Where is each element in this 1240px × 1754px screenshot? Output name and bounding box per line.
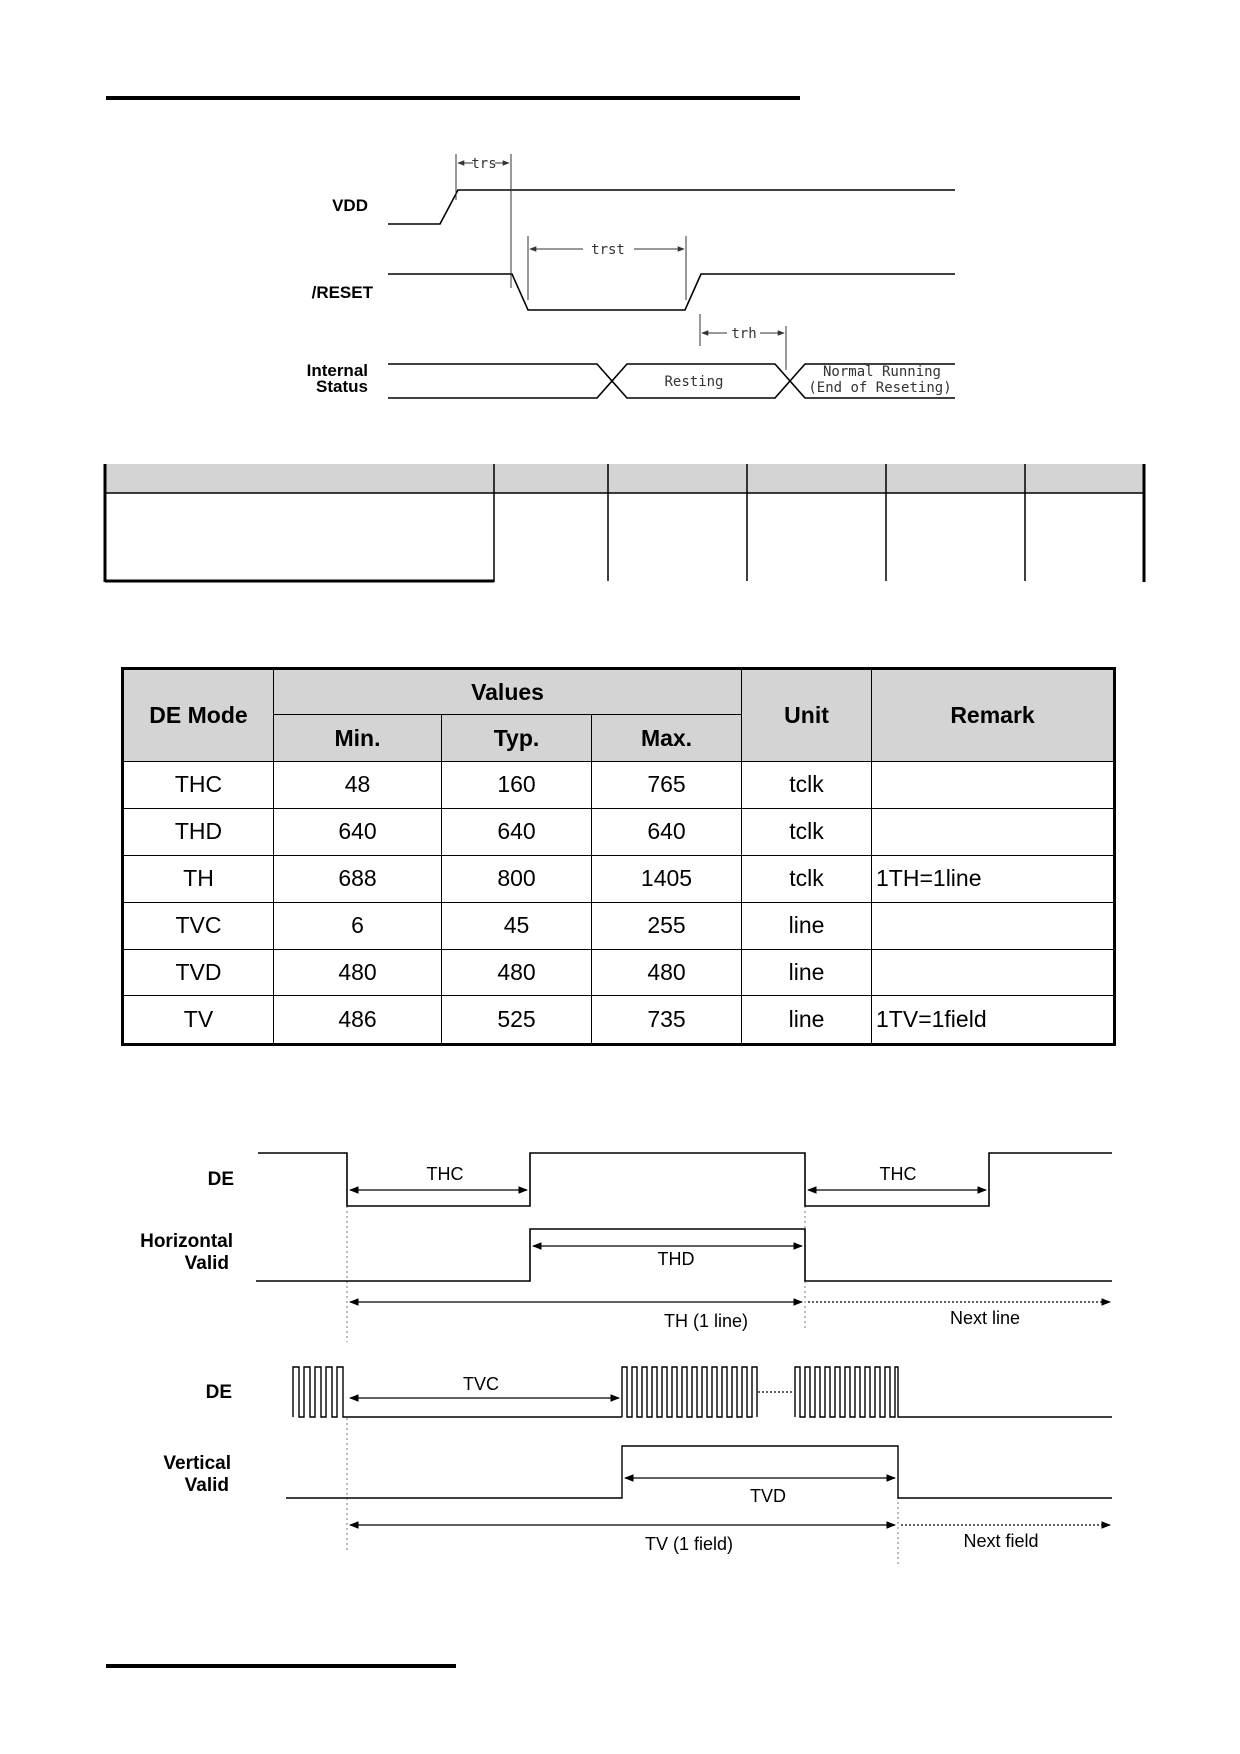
de-vertical-burst-1 <box>293 1367 348 1417</box>
vertical-valid-label-2: Valid <box>184 1475 229 1496</box>
param-cell: TH <box>123 855 274 902</box>
table-row <box>123 762 1115 809</box>
param-cell: THC <box>123 762 274 809</box>
de-mode-timing-table <box>121 667 1116 1046</box>
de-vertical-burst-3 <box>795 1367 1112 1417</box>
max-cell: 480 <box>592 949 742 996</box>
unit-cell: line <box>742 996 872 1045</box>
param-cell: TVD <box>123 949 274 996</box>
resting-state-label: Resting <box>664 374 724 390</box>
table-row <box>123 902 1115 949</box>
header-max: Max. <box>592 715 742 762</box>
tvd-label: TVD <box>750 1486 786 1506</box>
typ-cell: 480 <box>442 949 592 996</box>
max-cell: 640 <box>592 808 742 855</box>
header-min: Min. <box>274 715 442 762</box>
de-horizontal-label: DE <box>207 1169 234 1190</box>
vdd-signal-label: VDD <box>332 196 368 215</box>
max-cell: 1405 <box>592 855 742 902</box>
de-horizontal-waveform <box>258 1153 1112 1206</box>
typ-cell: 45 <box>442 902 592 949</box>
reset-timing-diagram <box>0 0 1240 440</box>
tvc-label: TVC <box>463 1374 499 1394</box>
param-cell: THD <box>123 808 274 855</box>
bottom-rule <box>106 1664 456 1668</box>
horizontal-valid-label-2: Valid <box>184 1253 229 1274</box>
typ-cell: 640 <box>442 808 592 855</box>
unit-cell: line <box>742 949 872 996</box>
typ-cell: 160 <box>442 762 592 809</box>
param-cell: TV <box>123 996 274 1045</box>
remark-cell <box>872 762 1115 809</box>
tv-label: TV (1 field) <box>644 1534 734 1554</box>
min-cell: 640 <box>274 808 442 855</box>
min-cell: 688 <box>274 855 442 902</box>
table-row <box>123 996 1115 1045</box>
reset-waveform <box>388 274 955 310</box>
horizontal-valid-waveform <box>256 1229 1112 1281</box>
vertical-valid-waveform <box>286 1446 1112 1498</box>
th-label: TH (1 line) <box>663 1311 749 1331</box>
remark-cell: 1TH=1line <box>872 855 1115 902</box>
unit-cell: line <box>742 902 872 949</box>
empty-spec-table <box>103 464 1146 583</box>
min-cell: 486 <box>274 996 442 1045</box>
max-cell: 735 <box>592 996 742 1045</box>
trst-label: trst <box>591 242 625 258</box>
reset-signal-label: /RESET <box>311 283 373 302</box>
horizontal-valid-label-1: Horizontal <box>140 1231 233 1252</box>
remark-cell <box>872 808 1115 855</box>
vertical-valid-label-1: Vertical <box>163 1453 231 1474</box>
remark-cell <box>872 902 1115 949</box>
unit-cell: tclk <box>742 855 872 902</box>
min-cell: 48 <box>274 762 442 809</box>
table-row <box>123 949 1115 996</box>
remark-cell <box>872 949 1115 996</box>
trh-label: trh <box>731 326 757 342</box>
status-signal-label: Status <box>316 377 368 396</box>
thd-label: THD <box>657 1249 695 1269</box>
unit-cell: tclk <box>742 808 872 855</box>
header-de-mode: DE Mode <box>123 669 274 762</box>
next-line-label: Next line <box>949 1308 1021 1328</box>
normal-running-label: Normal Running <box>822 364 942 380</box>
end-of-reseting-label: (End of Reseting) <box>808 380 952 396</box>
max-cell: 255 <box>592 902 742 949</box>
internal-signal-label: Internal <box>306 361 368 380</box>
table-row <box>123 855 1115 902</box>
remark-cell: 1TV=1field <box>872 996 1115 1045</box>
max-cell: 765 <box>592 762 742 809</box>
min-cell: 480 <box>274 949 442 996</box>
header-unit: Unit <box>742 669 872 762</box>
header-remark: Remark <box>872 669 1115 762</box>
min-cell: 6 <box>274 902 442 949</box>
trs-label: trs <box>471 156 497 172</box>
table-row <box>123 808 1115 855</box>
header-typ: Typ. <box>442 715 592 762</box>
de-vertical-label: DE <box>205 1382 232 1403</box>
header-values: Values <box>274 669 742 715</box>
typ-cell: 525 <box>442 996 592 1045</box>
unit-cell: tclk <box>742 762 872 809</box>
vdd-waveform <box>388 190 955 224</box>
next-field-label: Next field <box>963 1531 1039 1551</box>
de-vertical-burst-2 <box>622 1367 757 1417</box>
param-cell: TVC <box>123 902 274 949</box>
thc-label-1: THC <box>426 1164 464 1184</box>
thc-label-2: THC <box>879 1164 917 1184</box>
typ-cell: 800 <box>442 855 592 902</box>
